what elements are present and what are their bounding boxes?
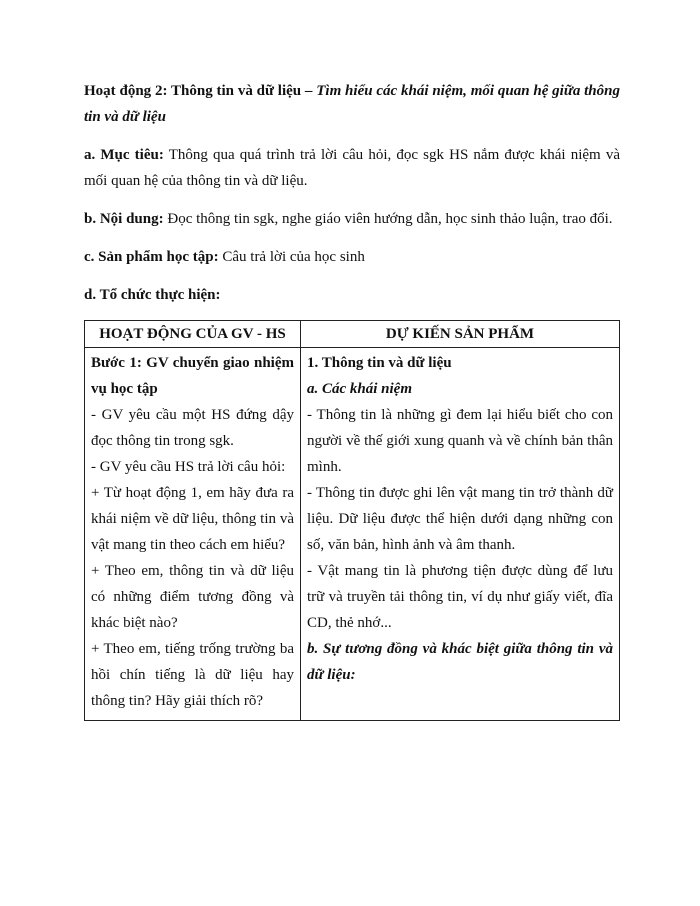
section-product (84, 244, 620, 270)
right-item: - Thông tin được ghi lên vật mang tin trở thành dữ liệu. Dữ liệu được thể hiện dưới dạng những con số, văn bản, hình ảnh và âm thanh. (307, 485, 613, 553)
left-item: - GV yêu cầu một HS đứng dậy đọc thông tin trong sgk. (91, 407, 294, 449)
left-cell (85, 348, 301, 721)
subsection-a-title: a. Các khái niệm (307, 381, 413, 397)
section-c-label: c. Sản phẩm học tập: (84, 249, 219, 265)
left-item: + Từ hoạt động 1, em hãy đưa ra khái niệm về dữ liệu, thông tin và vật mang tin theo cách em hiểu? (91, 485, 294, 553)
table-header-row (85, 321, 620, 348)
header-teacher-student: HOẠT ĐỘNG CỦA GV - HS (85, 321, 301, 348)
heading-italic: Tìm hiểu các khái niệm, mối quan hệ giữa thông tin và dữ liệu (84, 83, 620, 125)
left-item: - GV yêu cầu HS trả lời câu hỏi: (91, 459, 286, 475)
section-c-text: Câu trả lời của học sinh (218, 249, 365, 265)
section-title: 1. Thông tin và dữ liệu (307, 355, 452, 371)
activity-heading (84, 78, 620, 130)
right-cell (301, 348, 620, 721)
section-d-label: d. Tổ chức thực hiện: (84, 287, 221, 303)
section-b-label: b. Nội dung: (84, 211, 164, 227)
activity-table (84, 320, 620, 721)
heading-bold: Hoạt động 2: Thông tin và dữ liệu – (84, 83, 317, 99)
right-item: - Vật mang tin là phương tiện được dùng để lưu trữ và truyền tải thông tin, ví dụ như giấy viết, đĩa CD, thẻ nhớ... (307, 563, 613, 631)
step-title: Bước 1: GV chuyển giao nhiệm vụ học tập (91, 355, 294, 397)
section-a-text: Thông qua quá trình trả lời câu hỏi, đọc sgk HS nắm được khái niệm và mối quan hệ của thông tin và dữ liệu. (84, 147, 620, 189)
left-item: + Theo em, thông tin và dữ liệu có những điểm tương đồng và khác biệt nào? (91, 563, 294, 631)
table-row (85, 348, 620, 721)
subsection-b-title: b. Sự tương đồng và khác biệt giữa thông tin và dữ liệu: (307, 641, 613, 683)
section-objective (84, 142, 620, 194)
section-a-label: a. Mục tiêu: (84, 147, 164, 163)
section-b-text: Đọc thông tin sgk, nghe giáo viên hướng dẫn, học sinh thảo luận, trao đổi. (163, 211, 613, 227)
section-content (84, 206, 620, 232)
right-item: - Thông tin là những gì đem lại hiểu biết cho con người về thế giới xung quanh và về chính bản thân mình. (307, 407, 613, 475)
header-expected-product: DỰ KIẾN SẢN PHẨM (301, 321, 620, 348)
document-page (84, 78, 620, 721)
section-organization (84, 282, 620, 308)
left-item: + Theo em, tiếng trống trường ba hồi chín tiếng là dữ liệu hay thông tin? Hãy giải thích rõ? (91, 641, 294, 709)
